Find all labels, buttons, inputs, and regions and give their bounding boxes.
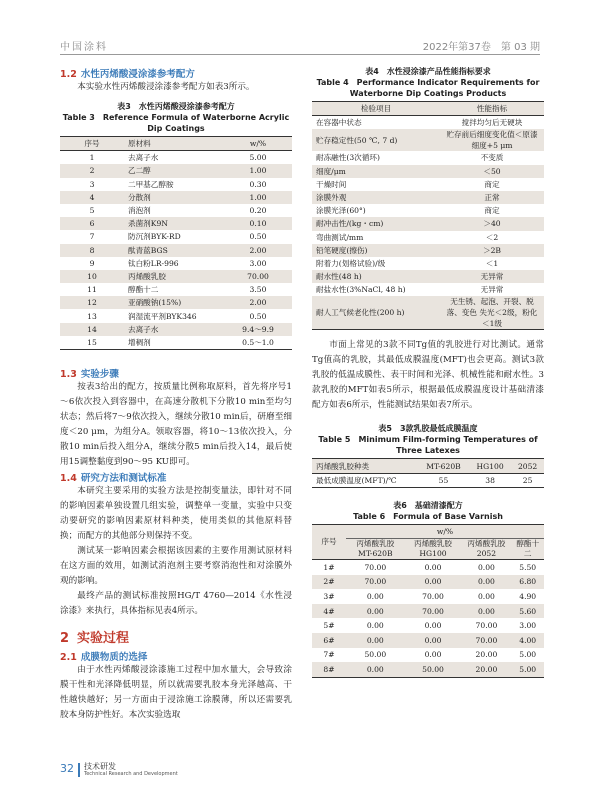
t6-cell-value: 70.00 bbox=[346, 575, 405, 590]
t6-cell-value: 70.00 bbox=[475, 621, 498, 631]
table-row bbox=[312, 633, 544, 648]
t6-cell-value: 4.90 bbox=[519, 591, 537, 601]
t6-cell-value: 0.00 bbox=[346, 604, 405, 619]
table5-caption-cn: 表5 3款乳胶最低成膜温度 bbox=[378, 424, 478, 434]
t3-cell-w: 2.00 bbox=[224, 244, 292, 257]
footer-bar bbox=[78, 763, 80, 777]
t4-cell-spec: 商定 bbox=[484, 206, 500, 216]
t4-header-item: 检验项目 bbox=[312, 102, 440, 116]
t6-cell-no: 7# bbox=[323, 650, 335, 660]
t3-cell-w: 0.50 bbox=[249, 232, 267, 242]
table-row bbox=[312, 270, 544, 283]
t3-cell-no: 7 bbox=[89, 232, 95, 242]
t4-cell-item: 贮存稳定性(50 ℃, 7 d) bbox=[312, 129, 440, 151]
page-number: 32 bbox=[60, 762, 74, 775]
table-row bbox=[60, 296, 292, 309]
table4-caption-en: Table 4 Performance Indicator Requirements for Waterborne Dip Coatings Products bbox=[316, 78, 540, 98]
table-row bbox=[60, 230, 292, 243]
t5-header-2052: 2052 bbox=[511, 459, 544, 473]
left-column bbox=[60, 62, 292, 723]
t3-cell-w: 70.00 bbox=[224, 270, 292, 283]
t3-cell-material: 去离子水 bbox=[124, 323, 224, 336]
t3-cell-material: 醇酯十二 bbox=[128, 285, 159, 295]
header-divider bbox=[60, 54, 540, 55]
table-row bbox=[312, 231, 544, 244]
table6-caption-en: Table 6 Formula of Base Varnish bbox=[353, 511, 503, 521]
t6-cell-value: 50.00 bbox=[364, 650, 387, 660]
t3-cell-material: 二甲基乙醇胺 bbox=[128, 179, 174, 189]
section-2-1-heading: 2.1 成膜物质的选择 bbox=[60, 652, 148, 663]
table-row bbox=[312, 178, 544, 191]
table-row bbox=[312, 129, 544, 151]
t3-cell-material: 乙二醇 bbox=[124, 164, 224, 177]
t6-cell-value: 20.00 bbox=[475, 650, 498, 660]
t3-cell-no: 2 bbox=[60, 164, 124, 177]
t3-header-no: 序号 bbox=[60, 137, 124, 151]
t3-cell-material: 杀菌剂K9N bbox=[124, 217, 224, 230]
t4-cell-spec: 不变质 bbox=[480, 153, 504, 163]
t4-cell-spec: 无异常 bbox=[480, 285, 504, 295]
table3 bbox=[60, 136, 292, 350]
table6 bbox=[312, 524, 544, 678]
t6-cell-value: 0.00 bbox=[477, 562, 495, 572]
table-row bbox=[312, 473, 544, 487]
table-row bbox=[312, 151, 544, 164]
t6-cell-value: 70.00 bbox=[364, 562, 387, 572]
t4-cell-spec: 正常 bbox=[440, 191, 544, 204]
table-row bbox=[312, 217, 544, 230]
t6-cell-no: 3# bbox=[323, 591, 335, 601]
table-row bbox=[60, 191, 292, 204]
t4-cell-item: 在容器中状态 bbox=[316, 118, 362, 128]
t5-mft-hg100: 38 bbox=[469, 473, 511, 487]
section-2-1-text: 由于水性丙烯酸浸涂漆施工过程中加水量大，会导致涂膜干性和光泽降低明显，所以就需要乳胶本身光泽越高、干性越快越好；另一方面由于浸涂施工涂膜薄，所以还需要乳胶本身防护性好。本次实验选取 bbox=[60, 665, 292, 720]
table-row bbox=[60, 151, 292, 165]
table-row bbox=[312, 204, 544, 217]
table-row bbox=[60, 257, 292, 270]
t6-cell-no: 6# bbox=[312, 633, 346, 648]
t6-cell-value: 0.00 bbox=[477, 591, 495, 601]
section-1-4-text-a: 本研究主要采用的实验方法是控制变量法，即针对不同的影响因素单独设置几组实验，调整单一变量，实验中只变动要研究的影响因素原材料种类，使用类似的其他原料替换；而配方的其他部分则保持不变。 bbox=[60, 486, 292, 541]
table-row bbox=[312, 589, 544, 604]
t5-header-type: 丙烯酸乳胶种类 bbox=[312, 459, 418, 473]
table-row bbox=[60, 244, 292, 257]
t4-cell-item: 耐冻融性(3次循环) bbox=[316, 153, 380, 163]
table-row bbox=[312, 283, 544, 296]
t4-cell-spec: ＜2 bbox=[485, 232, 499, 242]
t4-cell-spec: 无异常 bbox=[440, 270, 544, 283]
t3-cell-w: 5.00 bbox=[249, 153, 267, 163]
t6-cell-no: 2# bbox=[312, 575, 346, 590]
table4-caption-cn: 表4 水性浸涂漆产品性能指标要求 bbox=[365, 67, 491, 76]
table-row bbox=[60, 178, 292, 191]
table4 bbox=[312, 101, 544, 330]
t3-cell-w: 1.00 bbox=[224, 164, 292, 177]
table-row bbox=[312, 618, 544, 633]
table5-caption-en: Table 5 Minimum Film-forming Temperatures of Three Latexes bbox=[318, 435, 538, 456]
t3-cell-material: 钛白粉LR-996 bbox=[128, 258, 179, 268]
t6-header-col: 丙烯酸乳胶MT-620B bbox=[346, 539, 405, 560]
section-1-3-text: 按表3给出的配方，按质量比例称取原料，首先将序号1～6依次投入到容器中，在高速分散机下分散10 min至均匀状态；然后将7～9依次投入，继续分散10 min后，研磨至细度＜20 μm，为组分A。领取容器，将10～13依次投入，分散10 min后投入组分A，继续分散5 min后投入14，最后使用15调整黏度到90～95 KU即可。 bbox=[60, 382, 292, 467]
t3-cell-no: 10 bbox=[60, 270, 124, 283]
t3-cell-no: 5 bbox=[89, 206, 95, 216]
t3-header-material: 原材料 bbox=[124, 137, 224, 151]
t6-cell-value: 0.00 bbox=[366, 621, 384, 631]
t3-cell-no: 11 bbox=[87, 285, 97, 295]
t6-cell-value: 20.00 bbox=[461, 662, 511, 677]
t6-cell-value: 3.00 bbox=[519, 621, 537, 631]
table-row bbox=[60, 323, 292, 336]
t3-cell-no: 14 bbox=[60, 323, 124, 336]
t6-cell-no: 1# bbox=[323, 562, 335, 572]
t3-cell-no: 8 bbox=[60, 244, 124, 257]
t6-cell-no: 5# bbox=[323, 621, 335, 631]
table-row bbox=[312, 257, 544, 270]
t3-cell-no: 12 bbox=[60, 296, 124, 309]
t3-cell-no: 6 bbox=[60, 217, 124, 230]
t6-cell-value: 5.00 bbox=[511, 662, 544, 677]
t3-cell-material: 丙烯酸乳胶 bbox=[124, 270, 224, 283]
t5-header-hg100: HG100 bbox=[469, 459, 511, 473]
t4-cell-item: 耐冲击性/(kg・cm) bbox=[312, 217, 440, 230]
t4-cell-spec: ＞2B bbox=[440, 244, 544, 257]
table3-caption-en: Table 3 Reference Formula of Waterborne Acrylic Dip Coatings bbox=[62, 113, 290, 133]
t6-cell-value: 4.00 bbox=[511, 633, 544, 648]
table-row bbox=[60, 309, 292, 322]
right-column bbox=[312, 62, 544, 678]
table-row bbox=[312, 165, 544, 178]
section-1-4-text-b: 测试某一影响因素会根据该因素的主要作用测试原材料在这方面的效用，如测试消泡剂主要考察消泡性和对涂膜外观的影响。 bbox=[60, 546, 292, 586]
t6-cell-value: 0.00 bbox=[366, 591, 384, 601]
t4-cell-item: 耐盐水性(3%NaCl, 48 h) bbox=[316, 285, 406, 295]
table-row bbox=[60, 336, 292, 350]
table-row bbox=[312, 662, 544, 677]
t3-cell-w: 3.50 bbox=[249, 285, 267, 295]
t6-cell-value: 50.00 bbox=[405, 662, 462, 677]
table-row bbox=[312, 604, 544, 619]
table5 bbox=[312, 458, 544, 487]
footer-section-cn: 技术研发 bbox=[84, 762, 116, 771]
t4-cell-spec: ＜1 bbox=[485, 258, 499, 268]
t3-cell-w: 9.4～9.9 bbox=[224, 323, 292, 336]
t5-mft-mt620b: 55 bbox=[418, 473, 469, 487]
t4-cell-item: 耐水性(48 h) bbox=[312, 270, 440, 283]
table-row bbox=[60, 270, 292, 283]
t6-cell-value: 0.00 bbox=[405, 575, 462, 590]
t6-cell-value: 0.00 bbox=[346, 633, 405, 648]
t4-cell-item: 附着力(划格试验)/级 bbox=[316, 258, 386, 268]
t3-cell-w: 3.00 bbox=[249, 258, 267, 268]
right-column-text: 市面上常见的3款不同Tg值的乳胶进行对比测试。通常Tg值高的乳胶，其最低成膜温度(MFT)也会更高。测试3款乳胶的低温成膜性、表干时间和光泽、机械性能和耐水性。3款乳胶的MFT如表5所示，根据最低成膜温度设计基础清漆配方如表6所示，性能测试结果如表7所示。 bbox=[312, 340, 544, 411]
t6-cell-value: 70.00 bbox=[405, 604, 462, 619]
t6-cell-value: 0.00 bbox=[424, 562, 442, 572]
t4-cell-item: 干燥时间 bbox=[316, 179, 347, 189]
t3-cell-material: 消泡剂 bbox=[128, 206, 151, 216]
t3-cell-w: 1.00 bbox=[224, 191, 292, 204]
t6-cell-value: 0.00 bbox=[461, 575, 511, 590]
t4-cell-item: 弯曲测试/mm bbox=[316, 232, 364, 242]
t6-cell-value: 0.00 bbox=[424, 621, 442, 631]
t4-cell-spec: ＞40 bbox=[440, 217, 544, 230]
table-row bbox=[60, 283, 292, 296]
section-1-3-heading: 1.3 实验步骤 bbox=[60, 369, 119, 380]
t6-cell-value: 0.00 bbox=[346, 662, 405, 677]
t4-cell-item: 铅笔硬度(擦伤) bbox=[312, 244, 440, 257]
t4-cell-spec: 无生锈、起泡、开裂、脱落、变色 失光＜2级，粉化＜1级 bbox=[440, 296, 544, 330]
t3-cell-material: 润湿流平剂BYK346 bbox=[128, 311, 197, 321]
issue-info: 2022年第37卷 第 03 期 bbox=[422, 42, 540, 53]
t3-cell-w: 0.20 bbox=[249, 206, 267, 216]
table6-caption-cn: 表6 基础清漆配方 bbox=[393, 500, 463, 510]
t4-header-spec: 性能指标 bbox=[440, 102, 544, 116]
t6-cell-value: 5.00 bbox=[519, 650, 537, 660]
t3-cell-material: 去离子水 bbox=[128, 153, 159, 163]
t3-cell-no: 13 bbox=[87, 311, 97, 321]
t6-cell-value: 70.00 bbox=[461, 633, 511, 648]
section-1-2-text: 本实验水性丙烯酸浸涂漆参考配方如表3所示。 bbox=[77, 82, 255, 92]
table-row bbox=[60, 217, 292, 230]
t3-cell-w: 0.5～1.0 bbox=[224, 336, 292, 350]
table-row bbox=[312, 648, 544, 663]
t3-cell-w: 0.10 bbox=[224, 217, 292, 230]
t3-cell-no: 9 bbox=[89, 258, 95, 268]
table-row bbox=[312, 560, 544, 575]
t5-header-mt620b: MT-620B bbox=[418, 459, 469, 473]
t6-cell-value: 0.00 bbox=[405, 633, 462, 648]
t4-cell-item: 涂膜外观 bbox=[312, 191, 440, 204]
table-row bbox=[60, 164, 292, 177]
table3-caption-cn: 表3 水性丙烯酸浸涂漆参考配方 bbox=[117, 102, 235, 111]
table-row bbox=[312, 244, 544, 257]
t3-cell-w: 0.50 bbox=[249, 311, 267, 321]
t4-cell-item: 耐人工气候老化性(200 h) bbox=[312, 296, 440, 330]
table-row bbox=[312, 191, 544, 204]
journal-name: 中国涂料 bbox=[60, 42, 108, 53]
t5-mft-2052: 25 bbox=[511, 473, 544, 487]
t3-header-w: w/% bbox=[224, 137, 292, 151]
t3-cell-material: 增稠剂 bbox=[124, 336, 224, 350]
t3-cell-material: 分散剂 bbox=[124, 191, 224, 204]
section-1-4-text-c: 最终产品的测试标准按照HG/T 4760—2014《水性浸涂漆》来执行，具体指标见表4所示。 bbox=[60, 591, 292, 616]
t6-header-col: 丙烯酸乳胶2052 bbox=[461, 539, 511, 560]
t6-header-col: 醇酯十二 bbox=[511, 539, 544, 560]
table-row bbox=[60, 204, 292, 217]
t4-cell-item: 涂膜光泽(60°) bbox=[316, 206, 366, 216]
section-1-2-heading: 1.2 水性丙烯酸浸涂漆参考配方 bbox=[60, 69, 195, 80]
t6-cell-no: 8# bbox=[312, 662, 346, 677]
t6-cell-value: 0.00 bbox=[424, 650, 442, 660]
t6-header-unit: w/% bbox=[346, 524, 544, 538]
t3-cell-material: 防沉剂BYK-RD bbox=[128, 232, 181, 242]
t6-cell-value: 0.00 bbox=[461, 604, 511, 619]
t3-cell-material: 酞青蓝BGS bbox=[124, 244, 224, 257]
t3-cell-material: 亚硝酸钠(15%) bbox=[124, 296, 224, 309]
t4-cell-spec: 贮存前后细度变化值＜原漆细度+5 μm bbox=[440, 129, 544, 151]
t3-cell-w: 0.30 bbox=[249, 179, 267, 189]
t4-cell-item: 细度/μm bbox=[312, 165, 440, 178]
t3-cell-no: 15 bbox=[60, 336, 124, 350]
t6-cell-no: 4# bbox=[312, 604, 346, 619]
t3-cell-no: 1 bbox=[89, 153, 95, 163]
t5-row-label: 最低成膜温度(MFT)/℃ bbox=[312, 473, 418, 487]
t3-cell-w: 2.00 bbox=[224, 296, 292, 309]
table-row bbox=[312, 116, 544, 130]
t6-cell-value: 70.00 bbox=[422, 591, 444, 601]
t6-header-no: 序号 bbox=[312, 524, 346, 559]
t6-header-col: 丙烯酸乳胶HG100 bbox=[405, 539, 462, 560]
t4-cell-spec: 搅拌均匀后无硬块 bbox=[461, 118, 523, 128]
section-2-heading: 2 实验过程 bbox=[60, 631, 130, 646]
t3-cell-no: 3 bbox=[89, 179, 95, 189]
t6-cell-value: 6.80 bbox=[511, 575, 544, 590]
table-row bbox=[312, 296, 544, 330]
t4-cell-spec: ＜50 bbox=[440, 165, 544, 178]
t6-cell-value: 5.60 bbox=[511, 604, 544, 619]
section-1-4-heading: 1.4 研究方法和测试标准 bbox=[60, 473, 167, 484]
t3-cell-no: 4 bbox=[60, 191, 124, 204]
t4-cell-spec: 商定 bbox=[484, 179, 500, 189]
footer-section-en: Technical Research and Development bbox=[84, 771, 178, 777]
t6-cell-value: 5.50 bbox=[519, 562, 537, 572]
table-row bbox=[312, 575, 544, 590]
